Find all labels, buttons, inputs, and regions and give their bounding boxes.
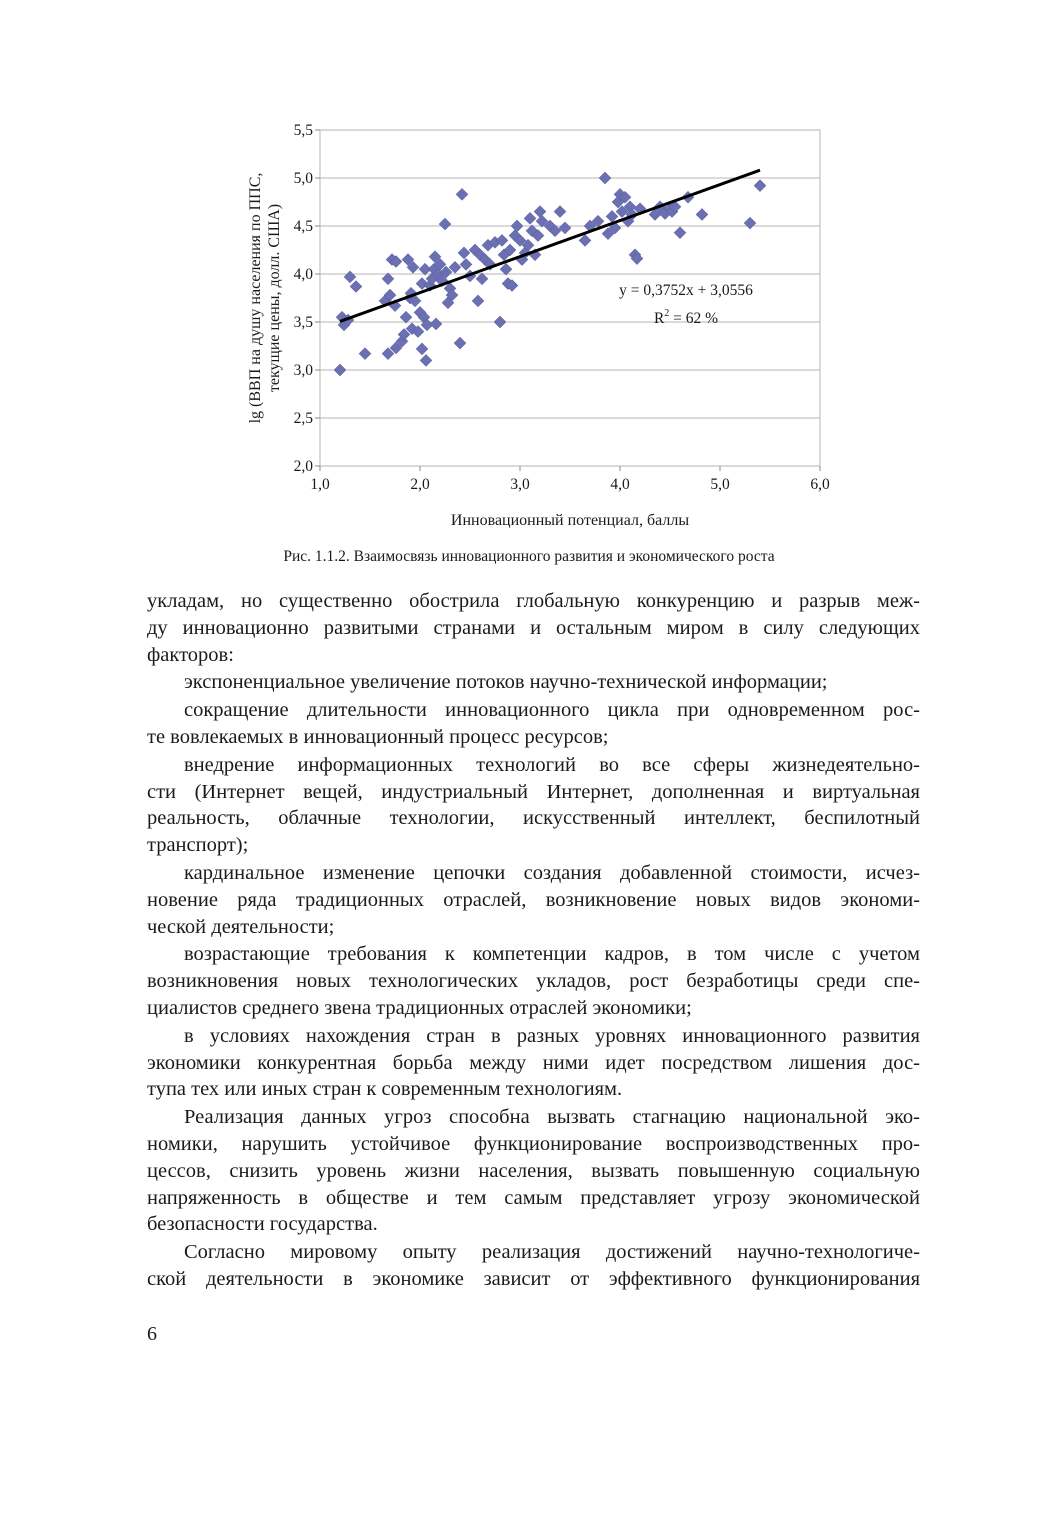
text-line: в условиях нахождения стран в разных уровнях инновационного развития <box>184 1024 920 1047</box>
text-line: те вовлекаемых в инновационный процесс ресурсов; <box>147 725 609 748</box>
text-line: безопасности государства. <box>147 1213 378 1236</box>
x-tick-label: 4,0 <box>610 476 630 493</box>
y-tick-label: 3,5 <box>293 314 313 331</box>
r-squared: $R^2 = 62$ % <box>653 308 719 327</box>
y-tick-label: 5,5 <box>293 122 313 139</box>
x-tick-label: 6,0 <box>810 476 830 493</box>
x-tick-label: 1,0 <box>310 476 330 493</box>
x-axis <box>310 466 830 493</box>
text-line: цессов, снизить уровень жизни населения, вызвать повышенную социальную <box>147 1159 920 1182</box>
x-axis-title: Инновационный потенциал, баллы <box>450 512 690 529</box>
text-line: экспоненциальное увеличение потоков научно-технической информации; <box>184 671 828 694</box>
x-tick-label: 3,0 <box>510 476 530 493</box>
text-line: ческой деятельности; <box>147 915 335 938</box>
y-tick-label: 3,0 <box>293 362 313 379</box>
y-tick-label: 2,5 <box>293 410 313 427</box>
y-axis-title-line2: текущие цены, долл. США) <box>266 203 283 393</box>
text-line: факторов: <box>147 643 234 666</box>
text-line: сти (Интернет вещей, индустриальный Интернет, дополненная и виртуальная <box>147 780 920 803</box>
text-line: внедрение информационных технологий во все сферы жизнедеятельно- <box>184 753 920 776</box>
text-line: экономики конкурентная борьба между ними идет посредством лишения дос- <box>147 1051 920 1074</box>
text-line: ду инновационно развитыми странами и остальным миром в силу следующих <box>147 616 920 639</box>
text-line: Согласно мировому опыту реализация достижений научно-технологиче- <box>184 1241 920 1264</box>
text-line: напряженность в обществе и тем самым представляет угрозу экономической <box>147 1186 920 1209</box>
text-line: сокращение длительности инновационного цикла при одновременном рос- <box>184 699 920 722</box>
y-tick-label: 4,5 <box>293 218 313 235</box>
y-tick-label: 4,0 <box>293 266 313 283</box>
y-axis-title <box>247 173 283 424</box>
page-number: 6 <box>147 1323 157 1345</box>
text-line: возникновения новых технологических укладов, рост безработицы среди спе- <box>147 970 920 993</box>
text-line: возрастающие требования к компетенции кадров, в том числе с учетом <box>184 943 920 966</box>
text-line: циалистов среднего звена традиционных отраслей экономики; <box>147 996 692 1019</box>
text-line: реальность, облачные технологии, искусственный интеллект, беспилотный <box>147 807 920 830</box>
text-line: транспорт); <box>147 834 249 857</box>
text-line: новение ряда традиционных отраслей, возникновение новых видов экономи- <box>147 888 920 911</box>
y-axis <box>294 122 320 475</box>
text-line: номики, нарушить устойчивое функционирование воспроизводственных про- <box>147 1132 920 1155</box>
trend-equation: y = 0,3752x + 3,0556 <box>619 282 753 299</box>
text-line: тупа тех или иных стран к современным технологиям. <box>147 1078 623 1101</box>
scatter-chart <box>230 115 850 535</box>
text-line: ской деятельности в экономике зависит от эффективного функционирования <box>147 1267 920 1290</box>
x-tick-label: 5,0 <box>710 476 730 493</box>
x-tick-label: 2,0 <box>410 476 430 493</box>
y-tick-label: 5,0 <box>293 170 313 187</box>
y-axis-title-line1: lg (ВВП на душу населения по ППС, <box>247 172 264 424</box>
text-line: кардинальное изменение цепочки создания добавленной стоимости, исчез- <box>184 861 920 884</box>
figure-caption: Рис. 1.1.2. Взаимосвязь инновационного развития и экономического роста <box>283 548 775 565</box>
text-line: Реализация данных угроз способна вызвать стагнацию национальной эко- <box>184 1106 920 1129</box>
text-line: укладам, но существенно обострила глобальную конкуренцию и разрыв меж- <box>147 590 920 612</box>
y-tick-label: 2,0 <box>293 458 313 475</box>
body-text <box>147 588 920 1293</box>
